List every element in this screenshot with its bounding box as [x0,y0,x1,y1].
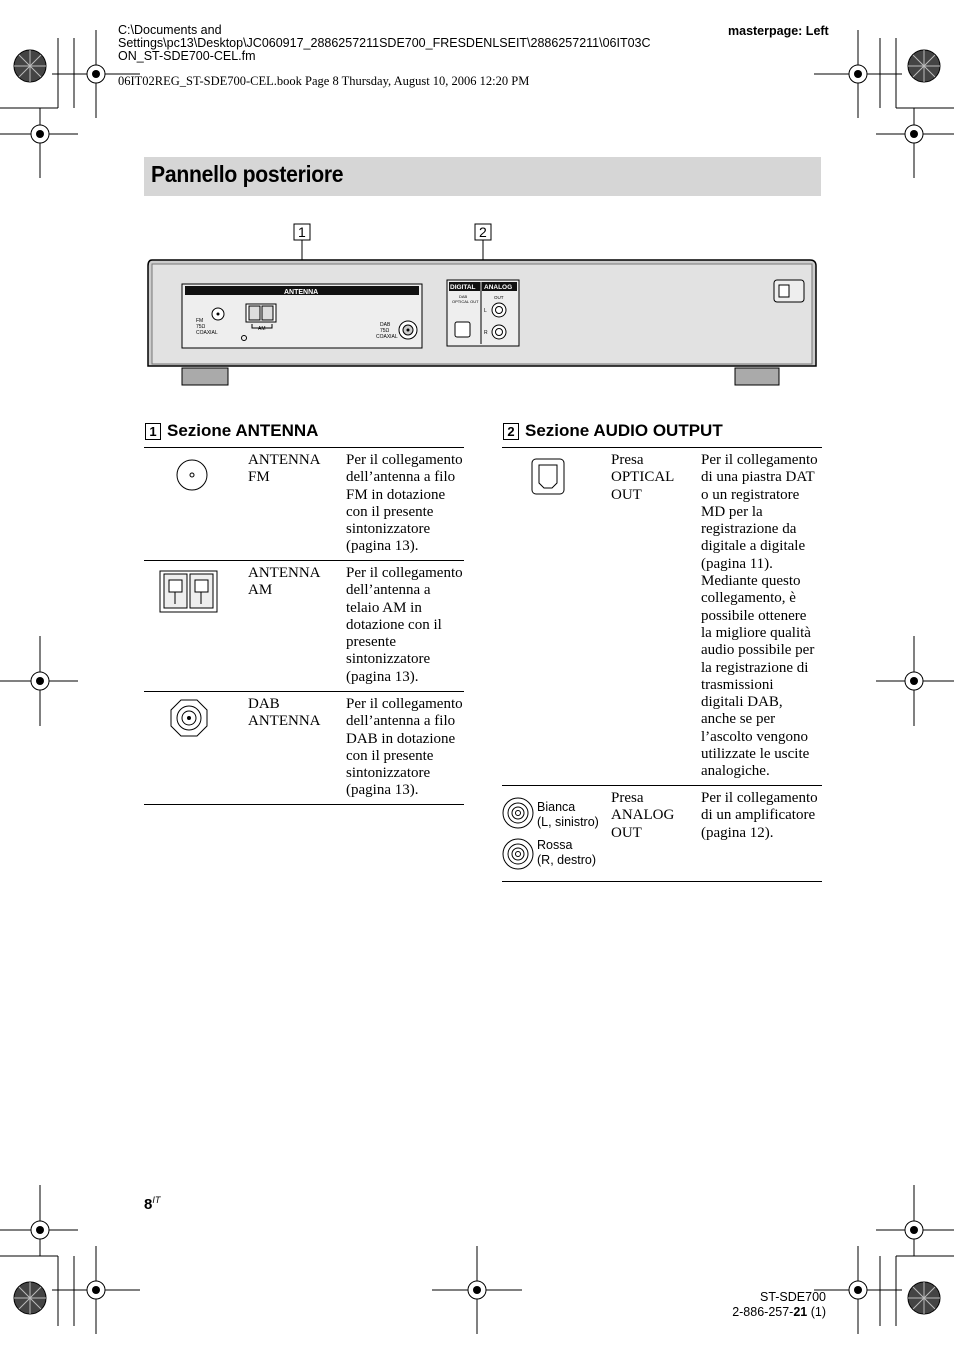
analog-out-desc: Per il collegamento di un amplificatore (pagina 12). [701,790,818,841]
svg-text:COAXIAL: COAXIAL [196,330,218,336]
svg-text:OPTICAL OUT: OPTICAL OUT [452,299,479,304]
optical-out-desc: Per il collegamento di una piastra DAT o un registratore MD per la registrazione da digitale a digitale (pagina 11). Mediante questo collegamento, è possibile ottenere la migliore qualità audio possibile per la registrazione di trasmissioni digitali DAB, anche se per l’ascolto vengono utilizzate le uscite analogiche. [701,452,818,780]
callout-2: 2 [479,224,487,240]
book-line: 06IT02REG_ST-SDE700-CEL.book Page 8 Thursday, August 10, 2006 12:20 PM [118,74,530,88]
section-1-title: Sezione ANTENNA [167,421,319,440]
footer-model [720,1290,826,1320]
svg-text:75Ω: 75Ω [196,324,206,330]
masterpage-label: masterpage: Left [728,24,829,38]
model-label: ST-SDE700 [759,1290,826,1304]
out-panel-label: OUT [494,295,504,300]
rule [502,881,822,882]
antenna-panel-label: ANTENNA [284,289,319,296]
analog-out-name: Presa ANALOG OUT [611,790,675,841]
analog-panel-label: ANALOG [484,284,513,291]
part-code [720,1305,826,1320]
am-panel-label: AM [258,326,266,332]
svg-text:DAB: DAB [459,294,468,299]
antenna-am-desc: Per il collegamento dell’antenna a telaio AM in dotazione con il presente sintonizzatore (pagina 13). [346,565,463,685]
dab-coaxial-icon [169,698,209,738]
page-title: Pannello posteriore [151,161,344,187]
file-path: C:\Documents and Settings\pc13\Desktop\JC060917_2886257211SDE700_FRESDENLSEIT\2886257211\06IT03C ON_ST-SDE700-CEL.fm [118,23,651,63]
antenna-fm-name: ANTENNA FM [248,452,321,486]
section-2-title: Sezione AUDIO OUTPUT [525,421,723,440]
rule [502,447,822,448]
code-bold: 21 [793,1305,808,1319]
digital-panel-label: DIGITAL [450,284,476,291]
section-audio-output-heading [503,421,723,441]
rule [144,804,464,805]
svg-text:75Ω: 75Ω [380,328,390,334]
fm-jack-icon [174,457,210,493]
antenna-fm-desc: Per il collegamento dell’antenna a filo FM in dotazione con il presente sintonizzatore (pagina 13). [346,452,463,555]
section-1-number: 1 [145,423,161,440]
red-jack-label: Rossa (R, destro) [537,838,597,867]
page-number-value: 8 [144,1196,153,1213]
page-number [144,1195,160,1213]
code-suffix: (1) [807,1305,826,1319]
antenna-dab-desc: Per il collegamento dell’antenna a filo DAB in dotazione con il presente sintonizzatore (pagina 13). [346,696,463,799]
section-2-number: 2 [503,423,519,440]
fm-panel-label: FM [196,318,204,324]
optical-out-name: Presa OPTICAL OUT [611,452,675,503]
rca-jack-icon [501,796,535,830]
rule [502,785,822,786]
rule [144,560,464,561]
antenna-am-name: ANTENNA AM [248,565,321,599]
rule [144,447,464,448]
page-number-suffix: IT [152,1195,161,1205]
am-terminal-icon [159,570,219,614]
antenna-dab-name: DAB ANTENNA [248,696,321,730]
l-panel-label: L [484,308,487,314]
white-jack-label: Bianca (L, sinistro) [537,800,599,829]
rca-jack-icon [501,837,535,871]
svg-text:DAB: DAB [380,322,391,328]
rear-panel-diagram [144,220,824,390]
optical-jack-icon [530,457,566,497]
code-prefix: 2-886-257- [732,1305,794,1319]
r-panel-label: R [484,330,488,336]
rule [144,691,464,692]
svg-text:COAXIAL: COAXIAL [376,334,398,340]
callout-1: 1 [298,224,306,240]
section-antenna-heading [145,421,318,441]
